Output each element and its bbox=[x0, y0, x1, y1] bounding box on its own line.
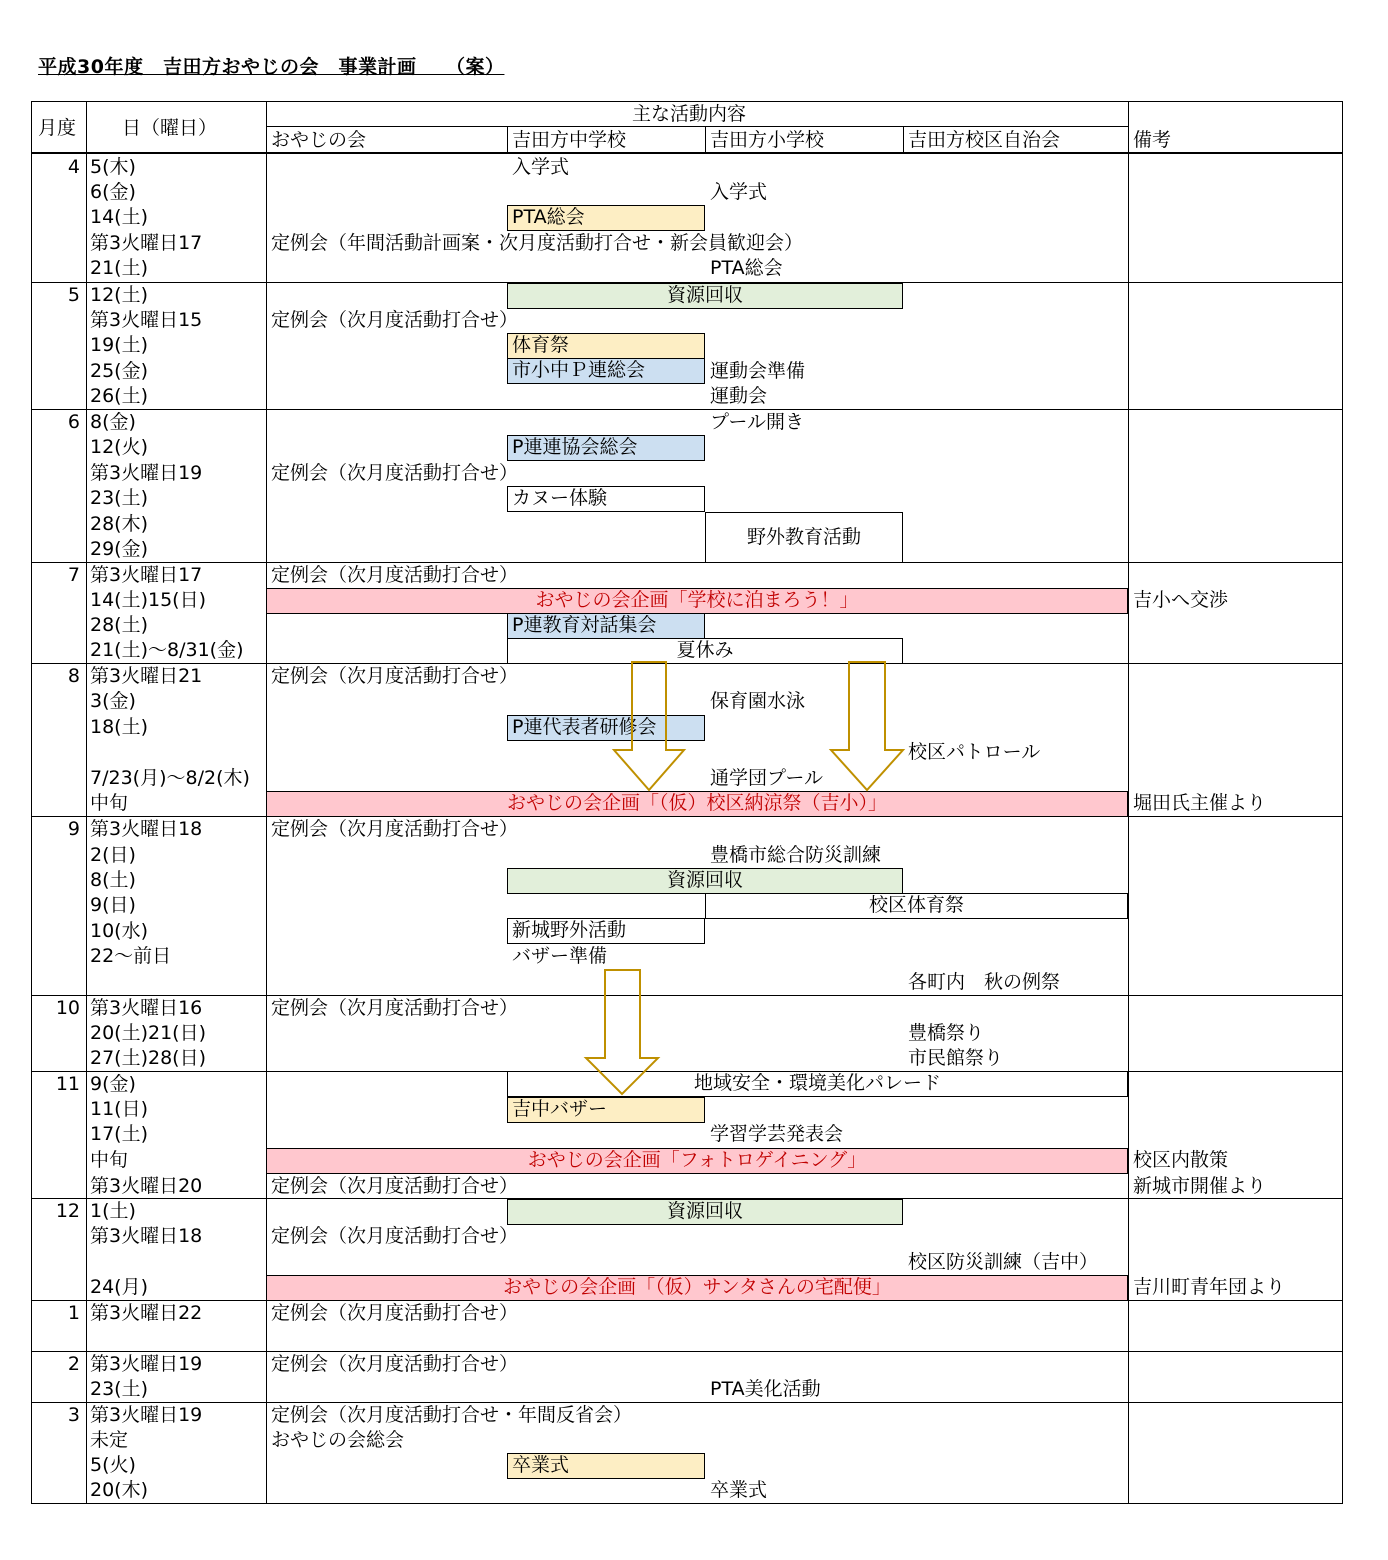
day-label: 12(火) bbox=[90, 436, 149, 458]
month-label: 5 bbox=[67, 284, 80, 306]
day-label: 2(日) bbox=[90, 844, 136, 866]
day-label: 23(土) bbox=[90, 487, 149, 509]
event-text: 運動会準備 bbox=[710, 360, 806, 382]
oyaji-project-box: おやじの会企画「フォトロゲイニング」 bbox=[266, 1148, 1128, 1174]
event-box: 地域安全・環境美化パレード bbox=[507, 1071, 1128, 1097]
day-label: 5(火) bbox=[90, 1454, 136, 1476]
event-text: 通学団プール bbox=[710, 767, 824, 789]
day-label: 22～前日 bbox=[90, 945, 172, 967]
regular-meeting: 定例会（次月度活動打合せ） bbox=[271, 818, 519, 840]
day-label: 23(土) bbox=[90, 1378, 149, 1400]
day-label: 6(金) bbox=[90, 181, 136, 203]
event-box: 新城野外活動 bbox=[507, 918, 705, 944]
day-label: 14(土) bbox=[90, 206, 149, 228]
note-text: 新城市開催より bbox=[1133, 1175, 1267, 1197]
day-label: 10(水) bbox=[90, 920, 149, 942]
regular-meeting: 定例会（次月度活動打合せ） bbox=[271, 1225, 519, 1247]
event-text: 入学式 bbox=[710, 181, 768, 203]
event-text: 校区防災訓練（吉中） bbox=[908, 1251, 1099, 1273]
header-es: 吉田方小学校 bbox=[710, 129, 825, 151]
event-box: 市小中Ｐ連総会 bbox=[507, 358, 705, 384]
header-note: 備考 bbox=[1133, 129, 1172, 151]
note-text: 吉川町青年団より bbox=[1133, 1276, 1286, 1298]
day-label: 第3火曜日22 bbox=[90, 1302, 203, 1324]
event-text: PTA美化活動 bbox=[710, 1378, 821, 1400]
event-box: 野外教育活動 bbox=[705, 512, 903, 563]
note-text: 堀田氏主催より bbox=[1133, 792, 1267, 814]
event-text: 各町内 秋の例祭 bbox=[908, 971, 1061, 993]
day-label: 第3火曜日20 bbox=[90, 1175, 203, 1197]
day-label: 21(土) bbox=[90, 257, 149, 279]
regular-meeting: 定例会（次月度活動打合せ） bbox=[271, 564, 519, 586]
day-label: 第3火曜日15 bbox=[90, 309, 203, 331]
event-text: 保育園水泳 bbox=[710, 690, 806, 712]
event-box: カヌー体験 bbox=[507, 486, 705, 512]
event-box: P連教育対話集会 bbox=[507, 613, 705, 639]
down-arrow-icon bbox=[831, 662, 903, 790]
event-box: 卒業式 bbox=[507, 1453, 705, 1479]
event-text: 豊橋祭り bbox=[908, 1022, 985, 1044]
day-label: 28(土) bbox=[90, 614, 149, 636]
day-label: 20(土)21(日) bbox=[90, 1022, 207, 1044]
month-label: 9 bbox=[67, 818, 80, 840]
day-label: 29(金) bbox=[90, 538, 149, 560]
month-label: 8 bbox=[67, 665, 80, 687]
regular-meeting: 定例会（次月度活動打合せ） bbox=[271, 665, 519, 687]
day-label: 中旬 bbox=[90, 1149, 129, 1171]
note-text: 吉小へ交渉 bbox=[1133, 589, 1229, 611]
header-jhs: 吉田方中学校 bbox=[512, 129, 627, 151]
day-label: 12(土) bbox=[90, 284, 149, 306]
event-text: PTA総会 bbox=[710, 257, 783, 279]
day-label: 25(金) bbox=[90, 360, 149, 382]
month-label: 6 bbox=[67, 411, 80, 433]
month-label: 2 bbox=[67, 1353, 80, 1375]
day-label: 第3火曜日19 bbox=[90, 462, 203, 484]
header-day: 日（曜日） bbox=[122, 117, 218, 139]
event-text: プール開き bbox=[710, 411, 805, 433]
month-label: 11 bbox=[55, 1073, 80, 1095]
event-text: 学習学芸発表会 bbox=[710, 1123, 844, 1145]
day-label: 8(土) bbox=[90, 869, 136, 891]
day-label: 第3火曜日19 bbox=[90, 1404, 203, 1426]
day-label: 1(土) bbox=[90, 1200, 136, 1222]
event-box: 吉中バザー bbox=[507, 1097, 705, 1123]
day-label: 24(月) bbox=[90, 1276, 149, 1298]
day-label: 第3火曜日21 bbox=[90, 665, 203, 687]
day-label: 7/23(月)～8/2(木) bbox=[90, 767, 250, 789]
event-text: 入学式 bbox=[512, 156, 570, 178]
down-arrow-icon bbox=[614, 662, 684, 790]
event-text: バザー準備 bbox=[512, 945, 608, 967]
regular-meeting: 定例会（次月度活動打合せ） bbox=[271, 462, 519, 484]
day-label: 17(土) bbox=[90, 1123, 149, 1145]
month-label: 7 bbox=[67, 564, 80, 586]
regular-meeting: 定例会（次月度活動打合せ・年間反省会） bbox=[271, 1404, 633, 1426]
general-meeting: おやじの会総会 bbox=[271, 1429, 405, 1451]
month-label: 10 bbox=[55, 997, 80, 1019]
day-label: 第3火曜日16 bbox=[90, 997, 203, 1019]
day-label: 第3火曜日19 bbox=[90, 1353, 203, 1375]
event-box: 夏休み bbox=[507, 638, 903, 664]
day-label: 第3火曜日17 bbox=[90, 564, 203, 586]
day-label: 21(土)～8/31(金) bbox=[90, 639, 244, 661]
day-label: 20(木) bbox=[90, 1479, 149, 1501]
day-label: 28(木) bbox=[90, 513, 149, 535]
month-label: 3 bbox=[67, 1404, 80, 1426]
month-label: 1 bbox=[67, 1302, 80, 1324]
event-box: 校区体育祭 bbox=[705, 893, 1128, 919]
header-council: 吉田方校区自治会 bbox=[908, 129, 1061, 151]
day-label: 9(日) bbox=[90, 894, 136, 916]
event-text: 卒業式 bbox=[710, 1479, 768, 1501]
event-box: 資源回収 bbox=[507, 1199, 903, 1225]
day-label: 中旬 bbox=[90, 792, 129, 814]
note-text: 校区内散策 bbox=[1133, 1149, 1229, 1171]
day-label: 19(土) bbox=[90, 334, 149, 356]
regular-meeting: 定例会（次月度活動打合せ） bbox=[271, 309, 519, 331]
month-label: 12 bbox=[55, 1200, 80, 1222]
event-box: 資源回収 bbox=[507, 868, 903, 894]
event-box: 体育祭 bbox=[507, 333, 705, 359]
day-label: 27(土)28(日) bbox=[90, 1047, 207, 1069]
event-box: P連代表者研修会 bbox=[507, 715, 705, 741]
regular-meeting: 定例会（次月度活動打合せ） bbox=[271, 1353, 519, 1375]
month-label: 4 bbox=[67, 156, 80, 178]
header-main-activities: 主な活動内容 bbox=[632, 103, 747, 125]
regular-meeting: 定例会（次月度活動打合せ） bbox=[271, 1302, 519, 1324]
event-box: PTA総会 bbox=[507, 205, 705, 231]
day-label: 18(土) bbox=[90, 716, 149, 738]
day-label: 14(土)15(日) bbox=[90, 589, 207, 611]
event-text: 市民館祭り bbox=[908, 1047, 1004, 1069]
regular-meeting: 定例会（年間活動計画案・次月度活動打合せ・新会員歓迎会） bbox=[271, 232, 804, 254]
regular-meeting: 定例会（次月度活動打合せ） bbox=[271, 997, 519, 1019]
day-label: 9(金) bbox=[90, 1073, 136, 1095]
day-label: 26(土) bbox=[90, 385, 149, 407]
oyaji-project-box: おやじの会企画「学校に泊まろう！」 bbox=[266, 588, 1128, 614]
day-label: 5(木) bbox=[90, 156, 136, 178]
day-label: 11(日) bbox=[90, 1098, 149, 1120]
header-month: 月度 bbox=[38, 117, 77, 139]
day-label: 第3火曜日18 bbox=[90, 818, 203, 840]
day-label: 第3火曜日17 bbox=[90, 232, 203, 254]
regular-meeting: 定例会（次月度活動打合せ） bbox=[271, 1175, 519, 1197]
oyaji-project-box: おやじの会企画「（仮）校区納涼祭（吉小）」 bbox=[266, 791, 1128, 817]
day-label: 第3火曜日18 bbox=[90, 1225, 203, 1247]
oyaji-project-box: おやじの会企画「（仮）サンタさんの宅配便」 bbox=[266, 1275, 1128, 1301]
day-label: 3(金) bbox=[90, 690, 136, 712]
page-title: 平成30年度 吉田方おやじの会 事業計画 （案） bbox=[38, 56, 505, 78]
down-arrow-icon bbox=[586, 970, 658, 1094]
event-text: 運動会 bbox=[710, 385, 768, 407]
header-oyaji: おやじの会 bbox=[271, 129, 367, 151]
event-box: P連連協会総会 bbox=[507, 435, 705, 461]
event-box: 資源回収 bbox=[507, 283, 903, 309]
event-text: 豊橋市総合防災訓練 bbox=[710, 844, 882, 866]
day-label: 8(金) bbox=[90, 411, 136, 433]
event-text: 校区パトロール bbox=[908, 741, 1041, 763]
day-label: 未定 bbox=[90, 1429, 129, 1451]
